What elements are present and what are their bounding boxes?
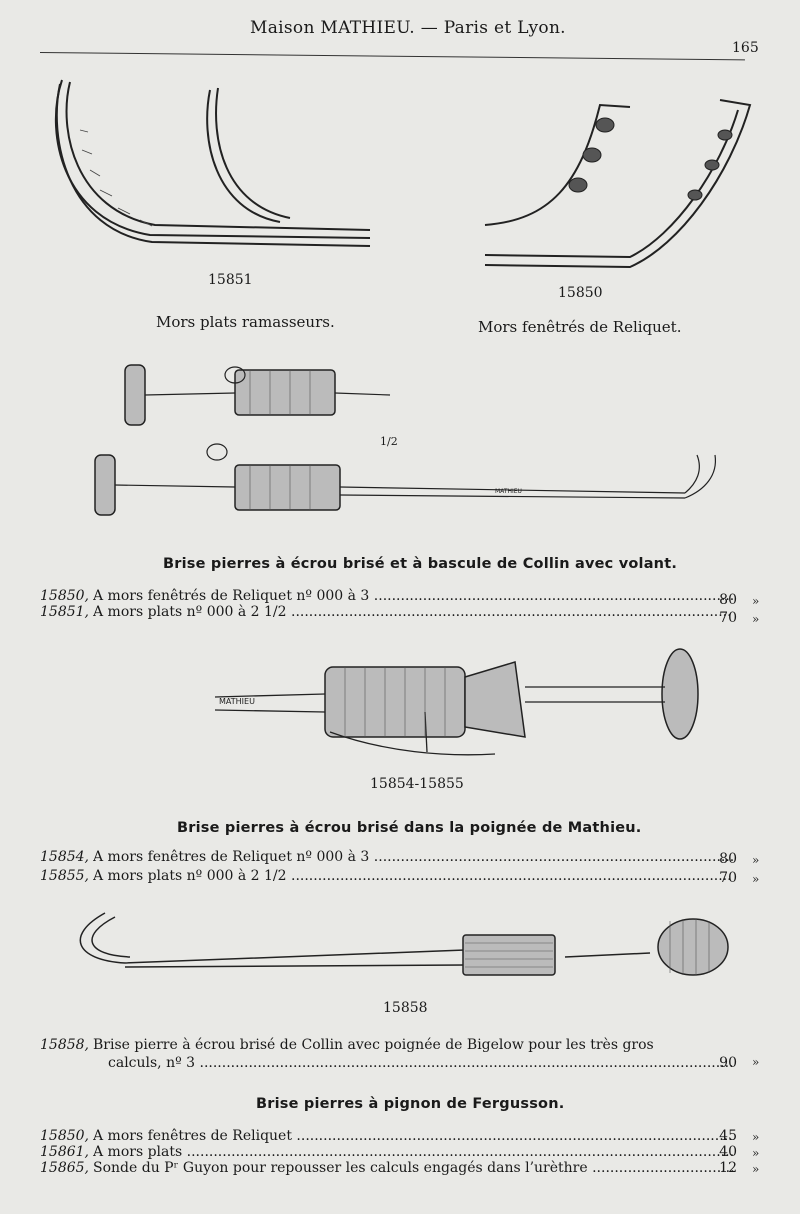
list-item [40, 1160, 760, 1180]
item-price: 70 [719, 610, 737, 626]
header-rule [40, 52, 745, 60]
item-description: A mors fenêtrés de Reliquet nº 000 à 3 ..... [93, 588, 733, 604]
item-price: 90 [719, 1055, 737, 1071]
figure-caption-15851: Mors plats ramasseurs. [156, 313, 335, 331]
item-number: 15865, [40, 1160, 89, 1176]
item-description: A mors plats nº 000 à 2 1/2 ..... [93, 604, 733, 620]
item-price-mark: » [752, 1130, 760, 1144]
figure-collin-lithotrite-illustration [85, 355, 725, 520]
engraving-text-collin: MATHIEU [495, 488, 522, 495]
figure-number-15851: 15851 [208, 272, 253, 288]
item-description: A mors plats nº 000 à 2 1/2 ..... [93, 868, 733, 884]
list-item [40, 604, 760, 624]
list-item [40, 868, 760, 888]
item-number: 15858, [40, 1037, 89, 1053]
list-item [40, 849, 760, 869]
item-price: 12 [719, 1160, 737, 1176]
item-price-mark: » [752, 872, 760, 886]
page-number: 165 [732, 40, 759, 56]
figure-flat-jaws-illustration [40, 70, 380, 270]
item-description: Brise pierre à écrou brisé de Collin avec poignée de Bigelow pour les très gros [93, 1037, 654, 1053]
page-header-title: Maison MATHIEU. — Paris et Lyon. [250, 18, 566, 38]
figure-number-15850: 15850 [558, 285, 603, 301]
item-price: 80 [719, 592, 737, 608]
item-number: 15855, [40, 868, 89, 884]
item-price: 70 [719, 870, 737, 886]
figure-fenestrated-jaws-illustration [480, 95, 760, 275]
section-title-mathieu: Brise pierres à écrou brisé dans la poignée de Mathieu. [177, 820, 642, 836]
item-price-mark: » [752, 1146, 760, 1160]
list-item [40, 1037, 760, 1077]
figure-caption-15850: Mors fenêtrés de Reliquet. [478, 318, 682, 336]
figure-number-15854-15855: 15854-15855 [370, 776, 464, 792]
item-price: 80 [719, 851, 737, 867]
engraving-text-mathieu: MATHIEU [219, 697, 255, 706]
item-number: 15854, [40, 849, 89, 865]
item-price-mark: » [752, 853, 760, 867]
item-number: 15850, [40, 1128, 89, 1144]
item-number: 15850, [40, 588, 89, 604]
item-price: 40 [719, 1144, 737, 1160]
figure-number-15858: 15858 [383, 1000, 428, 1016]
item-price-mark: » [752, 612, 760, 626]
item-price-mark: » [752, 1162, 760, 1176]
section-title-collin: Brise pierres à écrou brisé et à bascule de Collin avec volant. [163, 556, 678, 572]
item-number: 15861, [40, 1144, 89, 1160]
item-description: Sonde du Pʳ Guyon pour repousser les calculs engagés dans l’urèthre ..... [93, 1160, 733, 1176]
figure-scale-collin: 1/2 [380, 435, 398, 448]
item-description: A mors fenêtres de Reliquet nº 000 à 3 ..... [93, 849, 733, 865]
figure-mathieu-lithotrite-illustration [215, 642, 715, 767]
item-price: 45 [719, 1128, 737, 1144]
section-title-fergusson: Brise pierres à pignon de Fergusson. [256, 1096, 565, 1112]
item-description: A mors fenêtres de Reliquet ..... [93, 1128, 733, 1144]
item-price-mark: » [752, 1055, 760, 1069]
item-description: A mors plats ..... [93, 1144, 733, 1160]
figure-bigelow-lithotrite-illustration [65, 905, 735, 995]
item-number: 15851, [40, 604, 89, 620]
item-description-continued: calculs, nº 3 ..... [108, 1055, 733, 1071]
item-price-mark: » [752, 594, 760, 608]
